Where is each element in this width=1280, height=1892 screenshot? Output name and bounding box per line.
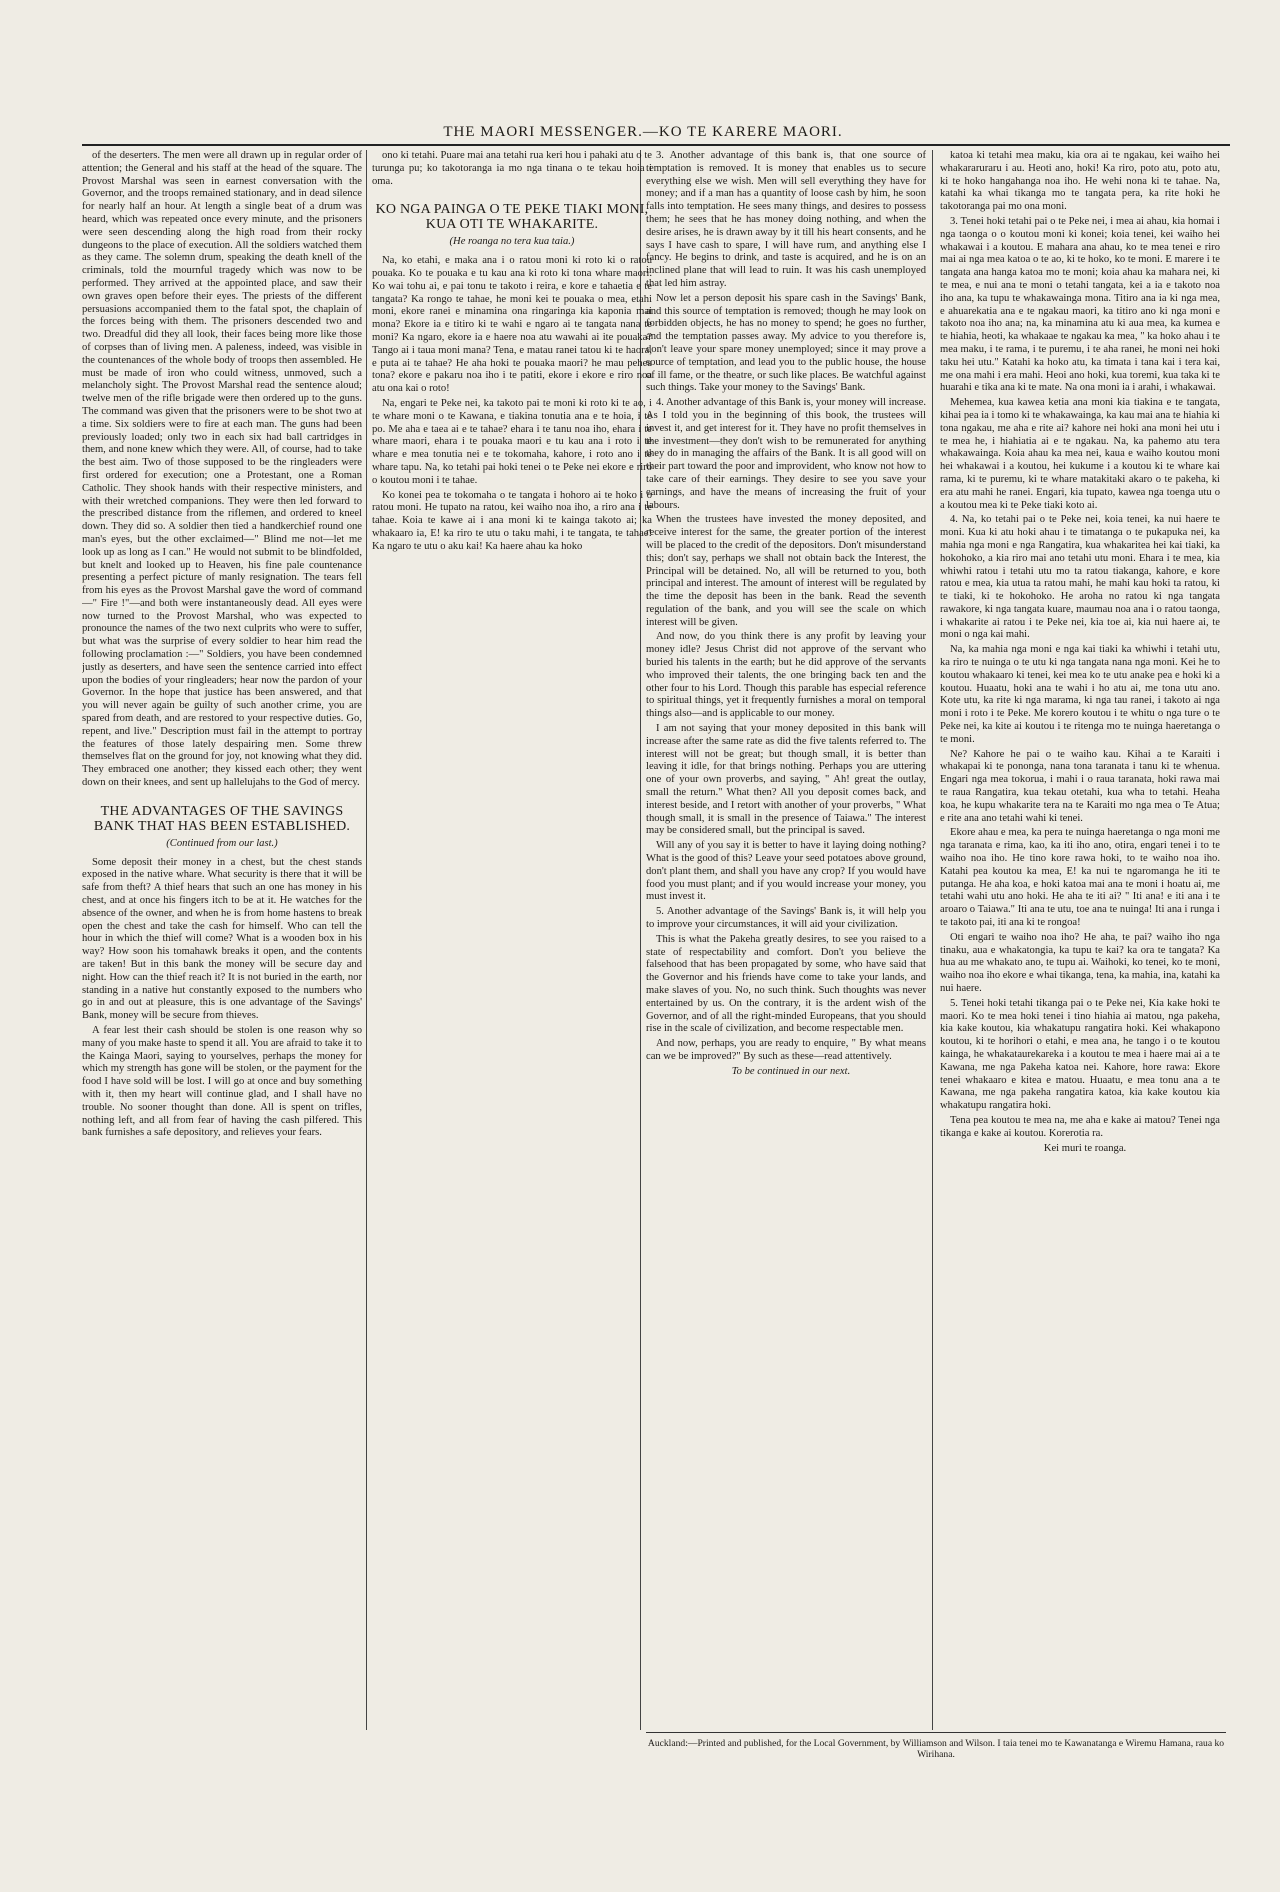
- article-subheading: (He roanga no tera kua taia.): [449, 236, 575, 248]
- column-divider: [932, 150, 933, 1730]
- article-paragraph: Ne? Kahore he pai o te waiho kau. Kihai a te Karaiti i whakapai ki te pononga, nana tona taranata i tanu ki te whenua. Engari nga mea tokorua, i mahi i o raua taranata, hoki rawa mai te raua Rangatira, kua tekau otetahi, kua wha to tetahi. Heaha koa, he kupu whakarite tera na te Karaiti mo nga mea o Te Atua; e rite ana ano tetahi wahi ki tenei.: [940, 748, 1220, 824]
- article-paragraph: Tena pea koutou te mea na, me aha e kake ai matou? Tenei nga tikanga e kake ai koutou. Korerotia ra.: [940, 1114, 1220, 1139]
- continued-note: Kei muri te roanga.: [1043, 1142, 1127, 1154]
- article-paragraph: A fear lest their cash should be stolen is one reason why so many of you make haste to spend it all. You are afraid to take it to the Kainga Maori, saying to yourselves, perhaps the money for which my strength has gone will be stolen, or the payment for the food I have sold will be lost. I will go at once and buy something with it, then my heart will continue glad, and I shall have no trouble. No sooner thought than done. All is spent on trifles, nothing left, and all from fear of having the cash pilfered. This bank furnishes a safe depository, and relieves your fears.: [82, 1025, 362, 1139]
- article-subheading: (Continued from our last.): [166, 837, 278, 849]
- article-paragraph: 3. Tenei hoki tetahi pai o te Peke nei, i mea ai ahau, kia homai i nga taonga o o koutou moni ki konei; koia tenei, kei waiho hei whakawai i a koutou. E mahara ana ahau, ko te mea tenei e riro mai ai nga mea katoa o te ao, ki te hoko, ko te moni. E marere i te tangata ana hanga katoa mo te moni; koia ahau ka mahara nei, ki te mea, e nui ana te moni o tetahi tangata, kei a ia e takoto noa iho ana, ka tupu te whakawainga mona. Titiro ana ia ki nga mea, e ahuarekatia ana e te ngakau maori, ka titiro ano ki nga moni e takoto noa iho ana; na, ka minamina atu ki aua mea, ka kumea e te hiahia, heoti, ka whakaae te ngakau ka mea, " ka hoko ahau i te mea maku, i te rama, i te puremu, i te aha ranei, he moni nei hoki taku hei utu." Katahi ka hoko atu, ka timata i tana kai i tera kai, me ona mahi i era mahi. Heoi ano hoki, kua toremi, kua taka ki te huarahi e tika ana ki te mate. Na ona moni ia i arahi, i whakawai.: [940, 215, 1220, 394]
- article-paragraph: Some deposit their money in a chest, but the chest stands exposed in the native whare. What security is there that it will be safe from theft? A thief hears that such an one has money in his chest, and at once his fingers itch to be at it. He watches for the absence of the owner, and when he is from home hastens to break open the chest and take the cash for himself. Who can tell the hour in which the thief will come? What is a wooden box in his way? How soon his tomahawk breaks it open, and the contents are taken! But in this bank the money will be secure day and night. How can the thief reach it? It is not buried in the earth, nor standing in a native hut constantly exposed to the numbers who go in and out at pleasure, this is one advantage of the Savings' Bank, money will be secure from thieves.: [82, 856, 362, 1022]
- column-2: [372, 150, 652, 1730]
- article-heading: KO NGA PAINGA O TE PEKE TIAKI MONI, KUA OTI TE WHAKARITE.: [375, 202, 649, 233]
- column-4: [940, 150, 1220, 1730]
- article-heading: THE ADVANTAGES OF THE SAVINGS BANK THAT HAS BEEN ESTABLISHED.: [93, 803, 351, 834]
- article-paragraph: 4. Na, ko tetahi pai o te Peke nei, koia tenei, ka nui haere te moni. Kua ki atu hoki ahau i te timatanga o te pukapuka nei, ka mahia nga moni e nga Rangatira, kua whakaritea hei kai tiaki, ka hokohoko, a kia riro mai ano tetahi utu moni. Ehara i te mea, kia whiwhi ratou i tetahi utu mo ta ratou tiakanga, kahore, e kore ratou e mea, kia utua ta ratou mahi, he mahi kau hoki ta ratou, ki te tiaki, ki te hokohoko. He aroha no ratou ki nga tangata rawakore, ki nga tangata kuare, maumau noa ana i o ratou taonga, i whakarite ai ratou i te Peke nei, kia toe ai, kia nui haere ai, te moni o nga kai mahi.: [940, 514, 1220, 641]
- article-paragraph: Oti engari te waiho noa iho? He aha, te pai? waiho iho nga tinaku, aua e whakatongia, ka tupu te kai? ka ora te tangata? Ka hua au me whakato ano, te tupu ai. Waihoki, ko tenei, ko te moni, waiho noa iho ekore e whai tikanga, tena, ka mahia, ina, katahi ka nui haere.: [940, 931, 1220, 994]
- imprint-footer: Auckland:—Printed and published, for the Local Government, by Williamson and Wilson. I taia tenei mo te Kawanatanga e Wiremu Hamana, raua ko Wirihana.: [647, 1738, 1225, 1760]
- footer-rule: [646, 1732, 1226, 1733]
- masthead-rule: [82, 144, 1230, 146]
- column-3: [646, 150, 926, 1730]
- article-paragraph: This is what the Pakeha greatly desires, to see you raised to a state of respectability and comfort. Don't you believe the falsehood that has been propagated by some, who have said that the Governor and his friends have come to take your lands, and make slaves of you. No, no such think. Such thoughts was never entertained by us. On the contrary, it is the ardent wish of the Governor, and of all the right-minded Europeans, that you should rise in the scale of civilization, and become respectable men.: [646, 933, 926, 1035]
- article-paragraph: Ekore ahau e mea, ka pera te nuinga haeretanga o nga moni me nga taranata e rima, kao, ka iti iho ano, otira, engari tenei i to te waiho noa iho. He tino kore rawa hoki, to te waiho noa iho. Katahi pea koutou ka mea, E! ka nui te ngaromanga he iti te putanga. He aha koa, e hoki katoa mai ana te moni i hoatu ai, me tetahi wahi utu ano hoki. He aha te iti ai? " Iti ana! e iti ana i te aroaro o Taiawa." Iti ana te utu, toe ana te nuinga! Iti ana i runga i te takoto pai, iti ana ki te rongoa!: [940, 827, 1220, 929]
- article-paragraph: Now let a person deposit his spare cash in the Savings' Bank, and this source of temptation is removed; though he may look on forbidden objects, he has no money to spend; he goes no further, and the temptation passes away. My advice to you therefore is, don't leave your spare money unemployed; since it may prove a source of temptation, and lead you to the public house, the house of ill fame, or the theatre, or such like places. Be watchful against such things. Take your money to the Savings' Bank.: [646, 292, 926, 394]
- article-paragraph: ono ki tetahi. Puare mai ana tetahi rua keri hou i pahaki atu o te turunga pu; ko takotoranga ia mo nga tinana o te tekau hoia i oma.: [372, 150, 652, 187]
- article-paragraph: When the trustees have invested the money deposited, and receive interest for the same, the greater portion of the interest will be placed to the credit of the depositors. Don't misunderstand this; don't say, perhaps we shall not obtain back the Interest, the Principal will be detained. No, all will be returned to you, both principal and interest. The amount of interest will be regulated by the time the deposit has been in the bank. Read the seventh regulation of the bank, and you will see the scale on which interest will be given.: [646, 514, 926, 628]
- article-paragraph: of the deserters. The men were all drawn up in regular order of attention; the General and his staff at the head of the square. The Provost Marshal was seen in earnest conversation with the Governor, and the troops remained stationary, and in dead silence for nearly half an hour. At length a single beat of a drum was heard, which was repeated once every minute, and the prisoners were seen descending along the high road from their rocky dungeons to the place of execution. All the soldiers watched them as they came. The solemn drum, speaking the death knell of the criminals, told the mournful tragedy which was now to be performed. They arrived at the appointed place, and saw their own graves open before their eyes. The priests of the different persuasions accompanied them to the fatal spot, the chaplain of the forces being with them. The prisoners descended two and two. Dreadful did they all look, their faces being more like those of corpses than of living men. A paleness, indeed, was visible in the countenances of the whole body of troops then assembled. He must be made of iron who could witness, unmoved, such a melancholy sight. The Provost Marshal read the sentence aloud; twelve men of the rifle brigade were then ordered up to the guns. The command was given that the prisoners were to be shot two at a time. Six soldiers were to fire at each man. The guns had been previously loaded; only two in each six had ball cartridges in them, and none knew which they were. All, of course, had to take the best aim. Two of those supposed to be the ringleaders were first ordered for execution; one a Protestant, one a Roman Catholic. They shook hands with their respective ministers, and with their wretched companions. They were then led forward to the prescribed distance from the riflemen, and ordered to kneel down. They did so. A soldier then tied a handkerchief round one man's eyes, but the other exclaimed—" Blind me not—let me look up as long as I can." He would not submit to be blindfolded, but knelt and looked up to Heaven, his fine pale countenance presenting a perfect picture of manly resignation. The tears fell from his eyes as the Provost Marshal gave the word of command—" Fire !"—and both were instantaneously dead. All eyes were now turned to the Provost Marshal, who was expected to pronounce the names of the two next culprits who were to suffer, but what was the surprise of every soldier to hear him read the following proclamation :—" Soldiers, you have been condemned justly as deserters, and have seen the sentence carried into effect upon the bodies of your ringleaders; hear now the pardon of your Governor. In the hope that justice has been answered, and that you will never again be guilty of such another crime, you are spared from death, and are restored to your respective duties. Go, repent, and live." Description must fail in the attempt to portray the features of those lately despairing men. Some threw themselves flat on the ground for joy, not knowing what they did. They embraced one another; they kissed each other; they went down on their knees, and sent up hallelujahs to the God of mercy.: [82, 150, 362, 789]
- continued-note: To be continued in our next.: [731, 1065, 851, 1077]
- article-paragraph: Na, ka mahia nga moni e nga kai tiaki ka whiwhi i tetahi utu, ka riro te nuinga o te utu ki nga tangata nana nga moni. Kei he to koutou whakaaro ki tenei, kei mea ko te utu anake pea e hoki ki a koutou. Huaatu, hoki ana te wahi i ho atu ai, me tona utu ano. Kote utu, ka rite ki nga marama, ki nga tau ranei, i takoto ai nga moni i roto i te Peke. Me korero koutou i te whitu o nga ture o te Peke nei, ka kite ai koutou i te ritenga mo te nuinga haeretanga o te moni.: [940, 644, 1220, 745]
- article-paragraph: And now, perhaps, you are ready to enquire, " By what means can we be improved?" By such as these—read attentively.: [646, 1038, 926, 1062]
- article-paragraph: Ko konei pea te tokomaha o te tangata i hohoro ai te hoko i o ratou moni. He tupato na ratou, kei waiho noa iho, a riro ana i te tahae. Koia te kawe ai i ana moni ki te kainga takoto ai; ka whakaaro ia, E! ka riro te utu o taku mahi, i te tangata, te tahae! Ka ngaro te utu o aku kai! Ka haere ahau ka hoko: [372, 489, 652, 552]
- article-paragraph: Mehemea, kua kawea ketia ana moni kia tiakina e te tangata, kihai pea ia i tomo ki te whakawainga, ka kau mai ana te hiahia ki tona ngakau, me aha e rite ai? kahore nei hoki ana moni hei utu i te mea he, i hiahiatia ai e te ngakau. Na, ka pahemo atu tera whakawainga. Koia ahau ka mea nei, kaua e waiho koutou moni hei whakawai i a koutou, hei kukume i a koutou ki te whare kai rama, ki te puremu, ki te whare matakitaki akaro o te pakeha, ki era atu mahi he ranei. Engari, kia tupato, kawea nga toenga utu o a koutou mea ki te Peke tiaki koto ai.: [940, 397, 1220, 511]
- article-paragraph: And now, do you think there is any profit by leaving your money idle? Jesus Christ did not approve of the servant who buried his talents in the earth; but he did approve of the servants who improved their talents, the one bringing back ten and the other four to his Lord. Though this parable has especial reference to spiritual things, yet it frequently furnishes a moral on temporal things also—and is applicable to our money.: [646, 631, 926, 720]
- article-paragraph: 5. Another advantage of the Savings' Bank is, it will help you to improve your circumstances, it will aid your civilization.: [646, 906, 926, 931]
- article-paragraph: katoa ki tetahi mea maku, kia ora ai te ngakau, kei waiho hei whakararuraru i au. Heoti ano, hoki! Ka riro, poto atu, poto atu, ki te hoko hangahanga noa iho. He wehi nona ki te tahae. Na, katahi ka whai tikanga mo te tangata pera, ka rite hoki he takotoranga pai mo ona moni.: [940, 150, 1220, 213]
- article-paragraph: Na, engari te Peke nei, ka takoto pai te moni ki roto ki te ao, i te whare moni o te Kawana, e tiakina tonutia ana e te hoia, i te po. Me aha e taea ai e te tahae? ehara i te tanu noa iho, ehara i te whare maori, ehara i te pouaka maori e tu kau ana i roto i te whare e mea tonutia nei e te tokomaha, kahore, i roto ano i te whare tapu. Na, ko tetahi pai hoki tenei o te Peke nei ekore e riro o koutou moni i te tahae.: [372, 397, 652, 486]
- article-paragraph: I am not saying that your money deposited in this bank will increase after the same rate as did the five talents referred to. The interest will not be great; but though small, it is better than leaving it idle, for that brings nothing. Perhaps you are uttering one of your own proverbs, and saying, " Ah! great the outlay, small the return." What then? All you deposit comes back, and interest beside, and I retort with another of your proverbs, " What though small, it is small in the presence of Taiawa." The interest may be considered small, but the principal is saved.: [646, 723, 926, 837]
- article-paragraph: Will any of you say it is better to have it laying doing nothing? What is the good of this? Leave your seed potatoes above ground, don't plant them, and shall you have any crop? If you would have food you must plant; and if you would increase your money, you must invest it.: [646, 840, 926, 903]
- article-paragraph: 3. Another advantage of this bank is, that one source of temptation is removed. It is money that enables us to secure everything else we wish. Men will sell everything they have for money; and if a man has a quantity of loose cash by him, he soon falls into temptation. He sees many things, and desires to possess them; he sees that he has money doing nothing, and when the desire arises, he is drawn away by it till his heart consents, and he says I have cash to spare, I will have rum, and anything else I fancy. He begins to drink, and taste is acquired, and he is on an inclined plane that will lead to ruin. It was his cash unemployed that led him astray.: [646, 150, 926, 289]
- masthead-title: THE MAORI MESSENGER.—KO TE KARERE MAORI.: [443, 124, 843, 140]
- column-divider: [366, 150, 367, 1730]
- column-1: [82, 150, 362, 1730]
- article-paragraph: Na, ko etahi, e maka ana i o ratou moni ki roto ki o ratou pouaka. Ko te pouaka e tu kau ana ki roto ki tona whare maori. Ko wai tohu ai, e pai tonu te takoto i reira, e kore e tahaetia e te tangata? Ka rongo te tahae, he moni kei te pouaka o mea, etahi moni, ekore ranei e minamina ona ringaringa kia kaponia mai mona? Ekore ia e titiro ki te wahi e ngaro ai te tangata nana te moni? Ka ngaro, ekore ia e haere noa atu wawahi ai ite pouaka? Tango ai i taua moni mana? Tena, e matau ranei tatou ki te haora, e puta ai te tahae? He aha hoki te pouaka maori? he mau pehea tona? ekore e pakaru noa iho i te patiti, ekore i ekore e riro noa atu ona kai o roto!: [372, 255, 652, 395]
- article-paragraph: 4. Another advantage of this Bank is, your money will increase. As I told you in the beginning of this book, the trustees will invest it, and get interest for it. They have no profit themselves in the investment—they don't wish to be remunerated for anything they do in managing the affairs of the Bank. It is all good will on their part toward the poor and improvident, who know not how to take care of their earnings. They desire to see you save your earnings, and have the means of increasing the fruit of your labours.: [646, 397, 926, 511]
- article-paragraph: 5. Tenei hoki tetahi tikanga pai o te Peke nei, Kia kake hoki te maori. Ko te mea hoki tenei i tino hiahia ai matou, nga pakeha, kia kake koutou, kia whakatupu rangatira hoki. Kei whakapono koutou, ki te horihori o etahi, e mea ana, he tango i o te koutou kainga, he whakataurekareka i a koutou te mea i haere mai ai a te Kawana, me nga Pakeha katoa nei. Kahore, hore rawa: Ekore tenei whakaaro e kitea e matou. Huaatu, e mea tonu ana a te Kawana, me nga pakeha rangatira katoa, kia kake koutou kia whakatupu rangatira hoki.: [940, 997, 1220, 1112]
